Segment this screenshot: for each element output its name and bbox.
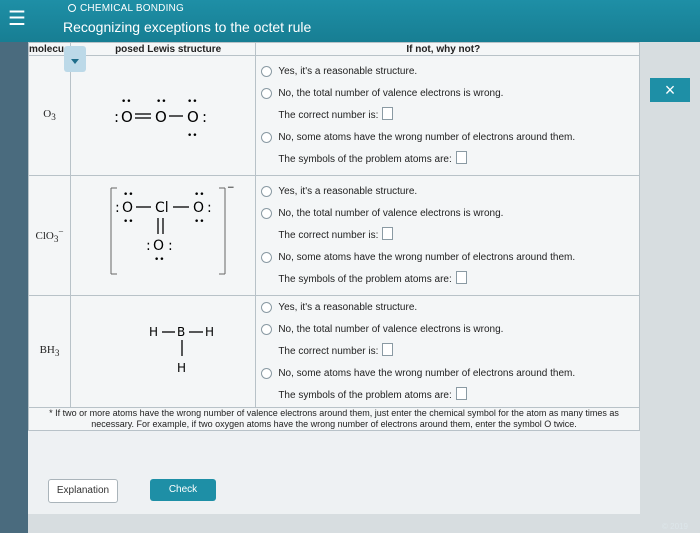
radio-button[interactable] <box>261 66 272 77</box>
svg-text:••: •• <box>156 97 167 107</box>
molecule-formula <box>29 56 71 176</box>
molecule-bh3: $BH_3$ <box>39 344 60 359</box>
svg-text:••: •• <box>187 131 198 141</box>
option-label: No, some atoms have the wrong number of electrons around them. <box>278 251 576 263</box>
lewis-diagram-o3 <box>71 56 231 172</box>
sub-label: The correct number is: <box>278 345 379 357</box>
table-row <box>29 56 640 176</box>
sub-label: The symbols of the problem atoms are: <box>278 273 452 285</box>
problem-atoms-line <box>256 269 639 291</box>
table-row <box>29 176 640 296</box>
option-wrong-atoms[interactable] <box>256 363 639 385</box>
option-label: Yes, it's a reasonable structure. <box>278 185 418 197</box>
molecule-o3: $O_3$ <box>43 108 56 123</box>
correct-number-input[interactable] <box>382 227 393 240</box>
correct-number-line <box>256 105 639 127</box>
option-label: No, the total number of valence electrons is wrong. <box>278 207 504 219</box>
option-wrong-atoms[interactable] <box>256 127 639 149</box>
correct-number-line <box>256 225 639 247</box>
app-header <box>0 0 700 42</box>
option-label: Yes, it's a reasonable structure. <box>278 65 418 77</box>
option-yes[interactable] <box>256 181 639 203</box>
octet-table <box>28 42 640 431</box>
option-label: Yes, it's a reasonable structure. <box>278 301 418 313</box>
table-collapse-dropdown[interactable] <box>64 46 86 72</box>
svg-text::: : <box>207 200 212 216</box>
header-lewis: posed Lewis structure <box>71 43 256 56</box>
svg-text:O: O <box>155 108 167 126</box>
correct-number-input[interactable] <box>382 343 393 356</box>
table-row <box>29 296 640 408</box>
correct-number-input[interactable] <box>382 107 393 120</box>
sub-label: The symbols of the problem atoms are: <box>278 153 452 165</box>
option-label: No, some atoms have the wrong number of electrons around them. <box>278 131 576 143</box>
lewis-structure-bh3 <box>71 296 256 408</box>
svg-text:O: O <box>153 238 165 254</box>
lewis-diagram-bh3 <box>71 296 231 404</box>
lewis-structure-clo3 <box>71 176 256 296</box>
footnote: * If two or more atoms have the wrong number of valence electrons around them, just enter the chemical symbol for the atom as many times as necessary. For example, if two oxygen atoms have the wrong number of electrons around them, enter the symbol O twice. <box>29 408 640 431</box>
svg-text:H: H <box>177 361 187 375</box>
svg-text:O: O <box>187 108 199 126</box>
topic-label <box>68 3 184 14</box>
option-wrong-atoms[interactable] <box>256 247 639 269</box>
problem-atoms-line <box>256 149 639 171</box>
svg-text:••: •• <box>123 217 134 227</box>
note-row <box>29 408 640 431</box>
option-label: No, the total number of valence electrons is wrong. <box>278 87 504 99</box>
check-button[interactable]: Check <box>150 479 216 501</box>
svg-text::: : <box>146 238 151 254</box>
molecule-formula <box>29 296 71 408</box>
sub-label: The correct number is: <box>278 109 379 121</box>
question-panel <box>28 42 640 514</box>
svg-text:−: − <box>227 183 235 193</box>
svg-text:Cl: Cl <box>155 200 169 216</box>
problem-atoms-line <box>256 385 639 407</box>
answer-cell <box>256 56 640 176</box>
svg-text:H: H <box>149 325 159 339</box>
bottom-bar <box>28 514 640 533</box>
problem-atoms-input[interactable] <box>456 271 467 284</box>
option-label: No, some atoms have the wrong number of electrons around them. <box>278 367 576 379</box>
svg-text:••: •• <box>121 97 132 107</box>
svg-text:H: H <box>205 325 215 339</box>
svg-text::: : <box>115 200 120 216</box>
radio-button[interactable] <box>261 302 272 313</box>
correct-number-line <box>256 341 639 363</box>
lewis-diagram-clo3 <box>71 176 235 292</box>
svg-text:B: B <box>177 325 186 339</box>
option-yes[interactable] <box>256 61 639 83</box>
answer-cell <box>256 176 640 296</box>
svg-text:O: O <box>193 200 205 216</box>
radio-button[interactable] <box>261 132 272 143</box>
radio-button[interactable] <box>261 368 272 379</box>
topic-text: CHEMICAL BONDING <box>80 3 184 14</box>
option-wrong-total[interactable] <box>256 319 639 341</box>
svg-text:••: •• <box>194 217 205 227</box>
radio-button[interactable] <box>261 208 272 219</box>
option-label: No, the total number of valence electrons is wrong. <box>278 323 504 335</box>
svg-text:••: •• <box>194 190 205 200</box>
header-answer: If not, why not? <box>256 43 640 56</box>
radio-button[interactable] <box>261 324 272 335</box>
svg-text:••: •• <box>187 97 198 107</box>
svg-text:••: •• <box>123 190 134 200</box>
molecule-clo3: ClO$_3$− <box>35 226 64 245</box>
chevron-down-icon <box>71 59 79 64</box>
molecule-formula <box>29 176 71 296</box>
option-wrong-total[interactable] <box>256 83 639 105</box>
hamburger-menu-icon[interactable]: ☰ <box>8 8 26 30</box>
radio-button[interactable] <box>261 186 272 197</box>
header-molecule: molecu <box>29 43 71 56</box>
close-button[interactable]: × <box>650 78 690 102</box>
radio-button[interactable] <box>261 88 272 99</box>
copyright-text: © 2019 <box>662 522 688 531</box>
svg-text:O: O <box>121 108 133 126</box>
svg-text::: : <box>168 238 173 254</box>
answer-cell <box>256 296 640 408</box>
problem-atoms-input[interactable] <box>456 151 467 164</box>
option-yes[interactable] <box>256 297 639 319</box>
option-wrong-total[interactable] <box>256 203 639 225</box>
sub-label: The correct number is: <box>278 229 379 241</box>
svg-text:••: •• <box>154 255 165 265</box>
right-sidebar <box>640 42 700 533</box>
svg-text::: : <box>114 108 120 126</box>
svg-text::: : <box>202 108 208 126</box>
problem-atoms-input[interactable] <box>456 387 467 400</box>
topic-circle-icon <box>68 4 76 12</box>
explanation-button[interactable]: Explanation <box>48 479 118 503</box>
page-title: Recognizing exceptions to the octet rule <box>63 19 312 35</box>
radio-button[interactable] <box>261 252 272 263</box>
svg-text:O: O <box>122 200 134 216</box>
lewis-structure-o3 <box>71 56 256 176</box>
sub-label: The symbols of the problem atoms are: <box>278 389 452 401</box>
